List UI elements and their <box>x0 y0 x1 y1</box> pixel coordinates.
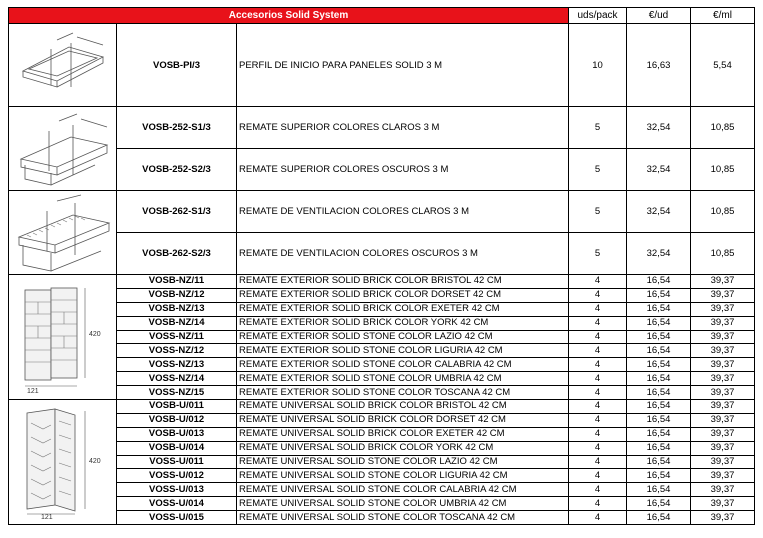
price-per-unit: 32,54 <box>627 233 691 275</box>
product-description: REMATE UNIVERSAL SOLID BRICK COLOR DORSET 42 CM <box>237 413 569 427</box>
table-row <box>9 330 755 344</box>
price-per-meter: 5,54 <box>691 24 755 107</box>
price-per-meter: 39,37 <box>691 386 755 400</box>
price-per-unit: 16,54 <box>627 358 691 372</box>
dimension-width-label: 121 <box>27 388 39 394</box>
units-per-pack: 5 <box>569 107 627 149</box>
table-row <box>9 302 755 316</box>
table-row <box>9 149 755 191</box>
price-per-meter: 39,37 <box>691 344 755 358</box>
price-per-meter: 39,37 <box>691 372 755 386</box>
price-per-meter: 39,37 <box>691 288 755 302</box>
price-per-meter: 39,37 <box>691 316 755 330</box>
price-per-unit: 16,54 <box>627 344 691 358</box>
product-code: VOSB-NZ/11 <box>117 275 237 289</box>
product-code: VOSB-252-S1/3 <box>117 107 237 149</box>
units-per-pack: 4 <box>569 302 627 316</box>
units-per-pack: 4 <box>569 400 627 414</box>
table-row <box>9 469 755 483</box>
table-row <box>9 358 755 372</box>
price-per-meter: 39,37 <box>691 400 755 414</box>
price-per-meter: 39,37 <box>691 302 755 316</box>
price-per-unit: 16,54 <box>627 483 691 497</box>
table-row <box>9 400 755 414</box>
ventilation-trim-drawing-icon <box>11 193 115 273</box>
price-per-unit: 16,54 <box>627 288 691 302</box>
price-per-meter: 39,37 <box>691 358 755 372</box>
table-row <box>9 386 755 400</box>
table-row <box>9 191 755 233</box>
price-per-meter: 39,37 <box>691 497 755 511</box>
product-code: VOSB-262-S2/3 <box>117 233 237 275</box>
price-per-unit: 16,54 <box>627 497 691 511</box>
units-per-pack: 4 <box>569 483 627 497</box>
product-code: VOSS-NZ/12 <box>117 344 237 358</box>
product-description: REMATE DE VENTILACION COLORES CLAROS 3 M <box>237 191 569 233</box>
units-per-pack: 4 <box>569 316 627 330</box>
exterior-corner-drawing-icon <box>11 280 115 394</box>
product-description: REMATE SUPERIOR COLORES OSCUROS 3 M <box>237 149 569 191</box>
table-row <box>9 288 755 302</box>
price-per-meter: 10,85 <box>691 191 755 233</box>
product-code: VOSB-U/013 <box>117 427 237 441</box>
product-description: REMATE UNIVERSAL SOLID STONE COLOR TOSCANA 42 CM <box>237 511 569 525</box>
price-per-meter: 39,37 <box>691 275 755 289</box>
product-code: VOSS-NZ/15 <box>117 386 237 400</box>
product-description: REMATE EXTERIOR SOLID STONE COLOR LIGURIA 42 CM <box>237 344 569 358</box>
price-per-unit: 32,54 <box>627 107 691 149</box>
table-row <box>9 497 755 511</box>
table-row <box>9 344 755 358</box>
table-row <box>9 511 755 525</box>
units-per-pack: 4 <box>569 441 627 455</box>
product-description: REMATE SUPERIOR COLORES CLAROS 3 M <box>237 107 569 149</box>
product-description: REMATE DE VENTILACION COLORES OSCUROS 3 M <box>237 233 569 275</box>
price-per-unit: 16,54 <box>627 302 691 316</box>
product-code: VOSB-252-S2/3 <box>117 149 237 191</box>
table-row <box>9 372 755 386</box>
product-description: REMATE UNIVERSAL SOLID STONE COLOR LIGURIA 42 CM <box>237 469 569 483</box>
top-trim-drawing-cell <box>9 107 117 191</box>
column-header-eur-ml: €/ml <box>691 8 755 24</box>
product-code: VOSB-PI/3 <box>117 24 237 107</box>
price-per-unit: 32,54 <box>627 191 691 233</box>
units-per-pack: 4 <box>569 511 627 525</box>
product-code: VOSS-U/013 <box>117 483 237 497</box>
table-row <box>9 275 755 289</box>
table-row <box>9 483 755 497</box>
product-code: VOSB-NZ/12 <box>117 288 237 302</box>
product-code: VOSB-NZ/13 <box>117 302 237 316</box>
units-per-pack: 5 <box>569 149 627 191</box>
product-code: VOSB-U/012 <box>117 413 237 427</box>
product-code: VOSS-U/014 <box>117 497 237 511</box>
table-row <box>9 24 755 107</box>
starter-profile-drawing-cell <box>9 24 117 107</box>
product-code: VOSS-U/015 <box>117 511 237 525</box>
table-row <box>9 413 755 427</box>
price-per-unit: 16,54 <box>627 386 691 400</box>
dimension-height-label: 420 <box>89 458 101 466</box>
price-per-meter: 39,37 <box>691 413 755 427</box>
table-row <box>9 441 755 455</box>
column-header-eur-ud: €/ud <box>627 8 691 24</box>
product-code: VOSS-U/012 <box>117 469 237 483</box>
product-description: REMATE UNIVERSAL SOLID BRICK COLOR EXETER 42 CM <box>237 427 569 441</box>
product-code: VOSB-U/011 <box>117 400 237 414</box>
price-per-meter: 39,37 <box>691 483 755 497</box>
exterior-corner-drawing-cell <box>9 275 117 400</box>
product-code: VOSS-NZ/11 <box>117 330 237 344</box>
dimension-height-label: 420 <box>89 331 101 338</box>
price-per-meter: 39,37 <box>691 455 755 469</box>
price-per-unit: 32,54 <box>627 149 691 191</box>
product-description: REMATE UNIVERSAL SOLID BRICK COLOR BRISTOL 42 CM <box>237 400 569 414</box>
units-per-pack: 4 <box>569 413 627 427</box>
price-per-meter: 39,37 <box>691 330 755 344</box>
units-per-pack: 4 <box>569 455 627 469</box>
column-header-uds-pack: uds/pack <box>569 8 627 24</box>
units-per-pack: 5 <box>569 233 627 275</box>
product-code: VOSB-262-S1/3 <box>117 191 237 233</box>
price-per-unit: 16,54 <box>627 275 691 289</box>
universal-trim-drawing-icon <box>11 405 115 519</box>
product-code: VOSB-U/014 <box>117 441 237 455</box>
table-row <box>9 427 755 441</box>
price-per-unit: 16,54 <box>627 469 691 483</box>
price-per-unit: 16,54 <box>627 400 691 414</box>
units-per-pack: 4 <box>569 469 627 483</box>
units-per-pack: 4 <box>569 358 627 372</box>
units-per-pack: 4 <box>569 344 627 358</box>
product-description: REMATE UNIVERSAL SOLID STONE COLOR LAZIO 42 CM <box>237 455 569 469</box>
price-per-meter: 10,85 <box>691 107 755 149</box>
units-per-pack: 4 <box>569 386 627 400</box>
header-row <box>9 8 755 24</box>
units-per-pack: 4 <box>569 330 627 344</box>
price-per-meter: 39,37 <box>691 441 755 455</box>
product-description: REMATE EXTERIOR SOLID STONE COLOR TOSCANA 42 CM <box>237 386 569 400</box>
price-per-unit: 16,54 <box>627 413 691 427</box>
price-table <box>8 7 755 525</box>
product-code: VOSS-NZ/14 <box>117 372 237 386</box>
table-row <box>9 316 755 330</box>
table-row <box>9 233 755 275</box>
product-description: REMATE EXTERIOR SOLID STONE COLOR UMBRIA 42 CM <box>237 372 569 386</box>
price-per-meter: 39,37 <box>691 469 755 483</box>
units-per-pack: 10 <box>569 24 627 107</box>
price-per-unit: 16,63 <box>627 24 691 107</box>
product-description: REMATE UNIVERSAL SOLID STONE COLOR UMBRIA 42 CM <box>237 497 569 511</box>
price-per-meter: 39,37 <box>691 511 755 525</box>
units-per-pack: 4 <box>569 275 627 289</box>
price-per-meter: 10,85 <box>691 149 755 191</box>
price-per-unit: 16,54 <box>627 330 691 344</box>
ventilation-trim-drawing-cell <box>9 191 117 275</box>
price-per-unit: 16,54 <box>627 455 691 469</box>
price-per-meter: 39,37 <box>691 427 755 441</box>
product-description: PERFIL DE INICIO PARA PANELES SOLID 3 M <box>237 24 569 107</box>
product-description: REMATE UNIVERSAL SOLID BRICK COLOR YORK 42 CM <box>237 441 569 455</box>
price-per-unit: 16,54 <box>627 427 691 441</box>
units-per-pack: 4 <box>569 288 627 302</box>
product-description: REMATE EXTERIOR SOLID BRICK COLOR BRISTOL 42 CM <box>237 275 569 289</box>
price-per-unit: 16,54 <box>627 316 691 330</box>
units-per-pack: 5 <box>569 191 627 233</box>
units-per-pack: 4 <box>569 497 627 511</box>
price-per-meter: 10,85 <box>691 233 755 275</box>
product-description: REMATE EXTERIOR SOLID STONE COLOR CALABRIA 42 CM <box>237 358 569 372</box>
table-row <box>9 107 755 149</box>
table-title: Accesorios Solid System <box>9 8 569 24</box>
product-description: REMATE EXTERIOR SOLID BRICK COLOR EXETER 42 CM <box>237 302 569 316</box>
top-trim-drawing-icon <box>11 109 115 189</box>
product-description: REMATE UNIVERSAL SOLID STONE COLOR CALABRIA 42 CM <box>237 483 569 497</box>
price-per-unit: 16,54 <box>627 441 691 455</box>
universal-trim-drawing-cell <box>9 400 117 525</box>
product-description: REMATE EXTERIOR SOLID STONE COLOR LAZIO 42 CM <box>237 330 569 344</box>
price-per-unit: 16,54 <box>627 511 691 525</box>
units-per-pack: 4 <box>569 427 627 441</box>
price-per-unit: 16,54 <box>627 372 691 386</box>
units-per-pack: 4 <box>569 372 627 386</box>
dimension-width-label: 121 <box>41 514 53 520</box>
starter-profile-drawing-icon <box>11 25 115 105</box>
product-code: VOSB-NZ/14 <box>117 316 237 330</box>
product-code: VOSS-U/011 <box>117 455 237 469</box>
product-description: REMATE EXTERIOR SOLID BRICK COLOR YORK 42 CM <box>237 316 569 330</box>
product-code: VOSS-NZ/13 <box>117 358 237 372</box>
table-row <box>9 455 755 469</box>
product-description: REMATE EXTERIOR SOLID BRICK COLOR DORSET 42 CM <box>237 288 569 302</box>
